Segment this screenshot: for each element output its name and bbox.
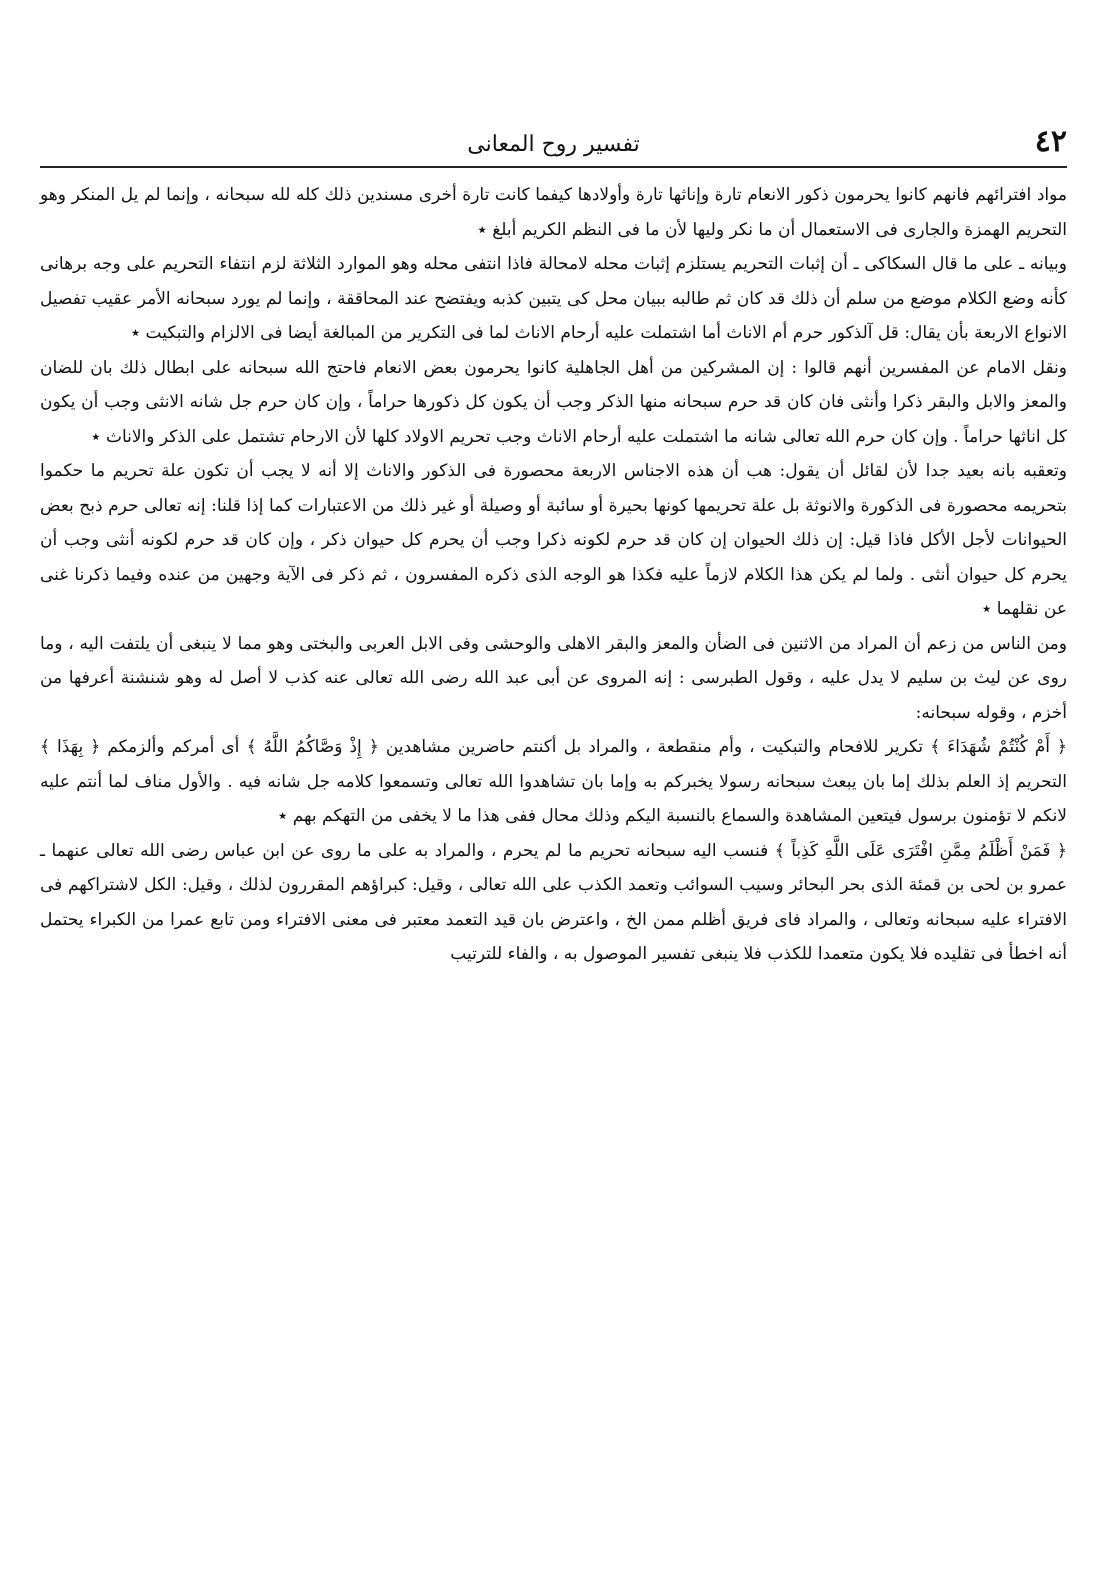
running-title: تفسير روح المعانى (467, 132, 640, 157)
paragraph-7: ﴿ فَمَنْ أَظْلَمُ مِمَّنِ افْتَرَى عَلَى اللَّهِ كَذِباً ﴾ فنسب اليه سبحانه تحريم ما لم يحرم ، والمراد به على ما روى عن ابن عباس رضى الله تعالى عنهما ـ عمرو بن لحى بن قمئة الذى بحر البحائر وسيب السوائب وتعمد الكذب على الله تعالى ، وقيل: كبراؤهم المقررون لذلك ، وقيل: الكل لاشتراكهم فى الافتراء عليه سبحانه وتعالى ، والمراد فاى فريق أظلم ممن الخ ، واعترض بان قيد التعمد معتبر فى معنى الافتراء ومن تابع عمرا من الكبراء يحتمل أنه اخطأ فى تقليده فلا يكون متعمدا للكذب فلا ينبغى تفسير الموصول به ، والفاء للترتيب (40, 840, 1067, 964)
paragraph-4: وتعقبه بانه بعيد جدا لأن لقائل أن يقول: هب أن هذه الاجناس الاربعة محصورة فى الذكور والاناث إلا أنه لا يجب أن تكون علة تحريم ما حكموا بتحريمه محصورة فى الذكورة والانوثة بل علة تحريمها كونها بحيرة أو سائبة أو وصيلة أو غير ذلك من الاعتبارات كما إذا قلنا: إنه تعالى حرم ذبح بعض الحيوانات لأجل الأكل فاذا قيل: إن ذلك الحيوان إن كان قد حرم لكونه ذكرا وجب أن يحرم كل حيوان ذكر ، وإن كان قد حرم لكونه أنثى وجب أن يحرم كل حيوان أنثى . ولما لم يكن هذا الكلام لازماً عليه فكذا هو الوجه الذى ذكره المفسرون ، ثم ذكر فى الآية وجهين من عنده وفيما ذكرنا غنى عن نقلهما ٭ (40, 461, 1067, 619)
paragraph-3: ونقل الامام عن المفسرين أنهم قالوا : إن المشركين من أهل الجاهلية كانوا يحرمون بعض الانعام فاحتج الله سبحانه على ابطال ذلك بان للضان والمعز والابل والبقر ذكرا وأنثى فان كان قد حرم سبحانه منها الذكر وجب أن يكون كل ذكورها حراماً ، وإن كان حرم جل شانه الانثى وجب أن يكون كل اناثها حراماً . وإن كان حرم الله تعالى شانه ما اشتملت عليه أرحام الاناث وجب تحريم الاولاد كلها لأن الارحام تشتمل على الذكر والاناث ٭ (40, 357, 1067, 447)
paragraph-1: مواد افترائهم فانهم كانوا يحرمون ذكور الانعام تارة وإناثها تارة وأولادها كيفما كانت تارة أخرى مسندين ذلك كله لله سبحانه ، وإنما لم يل المنكر وهو التحريم الهمزة والجارى فى الاستعمال أن ما نكر وليها لأن ما فى النظم الكريم أبلغ ٭ (40, 185, 1067, 240)
body-text (40, 178, 1067, 972)
page-header (40, 124, 1067, 166)
paragraph-6: ﴿ أَمْ كُنْتُمْ شُهَدَاءَ ﴾ تكرير للافحام والتبكيت ، وأم منقطعة ، والمراد بل أكنتم حاضرين مشاهدين ﴿ إِذْ وَصَّاكُمُ اللَّهُ ﴾ أى أمركم وألزمكم ﴿ بِهَذَا ﴾ التحريم إذ العلم بذلك إما بان يبعث سبحانه رسولا يخبركم به وإما بان تشاهدوا الله تعالى وتسمعوا كلامه جل شانه فيه . والأول مناف لما أنتم عليه لانكم لا تؤمنون برسول فيتعين المشاهدة والسماع بالنسبة اليكم وذلك محال ففى هذا ما لا يخفى من التهكم بهم ٭ (40, 737, 1067, 826)
paragraph-2: وبيانه ـ على ما قال السكاكى ـ أن إثبات التحريم يستلزم إثبات محله لامحالة فاذا انتفى محله وهو الموارد الثلاثة لزم انتفاء التحريم على وجه برهانى كأنه وضع الكلام موضع من سلم أن ذلك قد كان ثم طالبه ببيان محل كى يتبين كذبه ويفتضح عند المحاققة ، وإنما لم يورد سبحانه الأمر عقيب تفصيل الانواع الاربعة بأن يقال: قل آلذكور حرم أم الاناث أما اشتملت عليه أرحام الاناث لما فى التكرير من المبالغة أيضا فى الالزام والتبكيت ٭ (40, 254, 1067, 343)
paragraph-5: ومن الناس من زعم أن المراد من الاثنين فى الضأن والمعز والبقر الاهلى والوحشى وفى الابل العربى والبختى وهو مما لا ينبغى أن يلتفت اليه ، وما روى عن ليث بن سليم لا يدل عليه ، وقول الطبرسى : إنه المروى عن أبى عبد الله رضى الله تعالى عنه كذب لا أصل له وهو شنشنة أعرفها من أخزم ، وقوله سبحانه: (40, 633, 1067, 723)
header-rule (40, 166, 1067, 168)
page-number: ٤٢ (1034, 124, 1067, 159)
